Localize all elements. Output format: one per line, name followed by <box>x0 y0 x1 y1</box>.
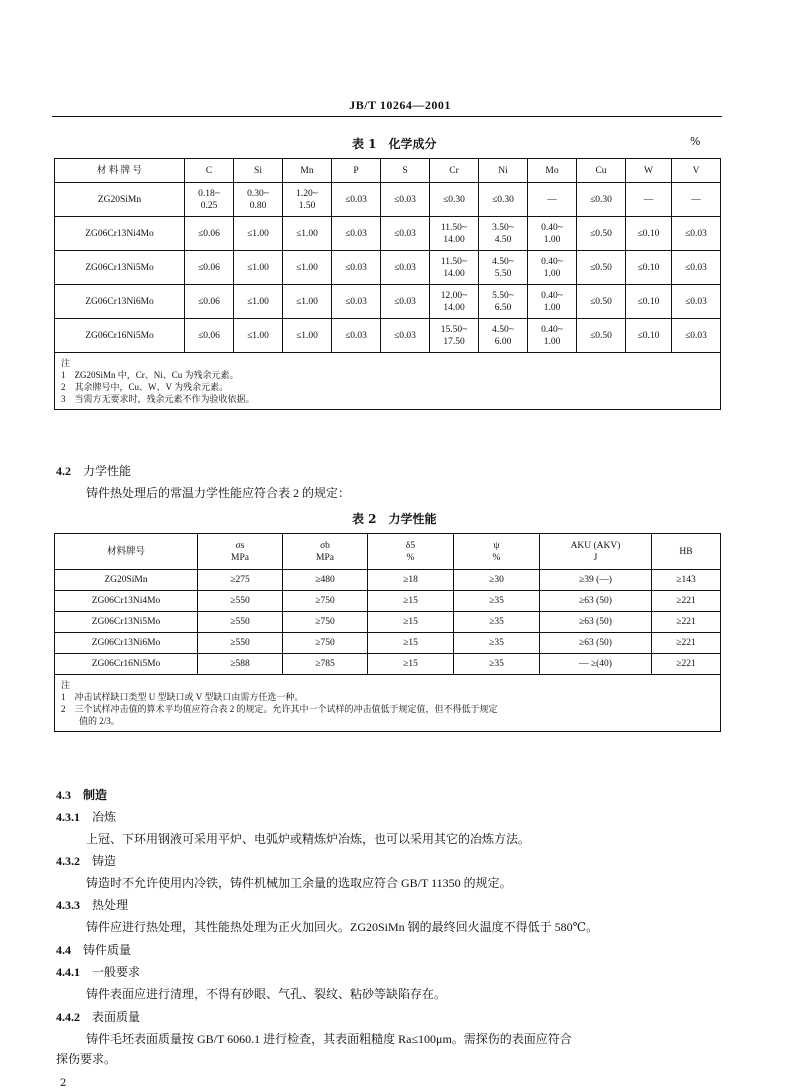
table1-cell: 0.40~ 1.00 <box>528 251 577 285</box>
table1-cell: 0.40~ 1.00 <box>528 319 577 353</box>
table1-header-cell: W <box>626 159 672 183</box>
table1-header-cell: Si <box>234 159 283 183</box>
table1-note-line: 注 <box>61 358 71 368</box>
table1-header-cell: V <box>672 159 721 183</box>
header-rule <box>52 116 722 117</box>
table1-cell: ≤0.50 <box>577 285 626 319</box>
table2-cell: ≥63 (50) <box>540 633 652 654</box>
table2-cell: ≥221 <box>652 654 721 675</box>
table2-note-line: 2 三个试样冲击值的算术平均值应符合表 2 的规定。允许其中一个试样的冲击值低于规定值，但不得低于规定 <box>61 704 498 714</box>
table1-note-line: 3 当需方无要求时，残余元素不作为验收依据。 <box>61 394 255 404</box>
table1-cell: 1.20~ 1.50 <box>283 183 332 217</box>
section-4-3-1-heading: 4.3.1 冶炼 <box>56 810 117 824</box>
table1-cell: ≤0.03 <box>332 217 381 251</box>
table1-header-cell: 材 料 牌 号 <box>55 159 185 183</box>
section-4-4-2-heading: 4.4.2 表面质量 <box>56 1010 141 1024</box>
section-4-3-heading: 4.3 制造 <box>56 788 108 802</box>
table1-cell: ≤0.03 <box>381 183 430 217</box>
table2-notes <box>55 675 721 732</box>
table2-header-cell: 材料牌号 <box>55 534 198 570</box>
table1-cell: — <box>528 183 577 217</box>
table1-cell: 15.50~ 17.50 <box>430 319 479 353</box>
table2-cell: ≥221 <box>652 633 721 654</box>
table2-cell: ≥221 <box>652 591 721 612</box>
table1-cell: ≤0.03 <box>332 183 381 217</box>
table1-cell: ≤0.10 <box>626 251 672 285</box>
section-4-4-2-body: 铸件毛坯表面质量按 GB/T 6060.1 进行检查，其表面粗糙度 Ra≤100μm。需探伤的表面应符合 <box>86 1032 572 1046</box>
table2-note-line: 1 冲击试样缺口类型 U 型缺口或 V 型缺口由需方任选一种。 <box>61 692 304 702</box>
table2-cell: ≥750 <box>283 633 368 654</box>
table1-cell: ≤0.06 <box>185 217 234 251</box>
table2-cell: ZG06Cr16Ni5Mo <box>55 654 198 675</box>
table2-cell: ≥15 <box>368 591 454 612</box>
table2-cell: ≥63 (50) <box>540 612 652 633</box>
table1-cell: 11.50~ 14.00 <box>430 251 479 285</box>
section-4-2-heading: 4.2 力学性能 <box>56 464 132 478</box>
page-number: 2 <box>60 1078 67 1089</box>
section-4-4-1-heading: 4.4.1 一般要求 <box>56 965 141 979</box>
table2-row <box>55 654 721 675</box>
table1-cell: ZG06Cr13Ni4Mo <box>55 217 185 251</box>
table1-header-cell: Cr <box>430 159 479 183</box>
table2-note-line: 注 <box>61 680 71 690</box>
table1-cell: ≤0.03 <box>672 217 721 251</box>
table1-cell: ZG06Cr13Ni6Mo <box>55 285 185 319</box>
table1-cell: 4.50~ 5.50 <box>479 251 528 285</box>
table2-cell: ≥750 <box>283 612 368 633</box>
table2-cell: ≥35 <box>454 633 540 654</box>
table1-cell: ≤0.03 <box>672 319 721 353</box>
table1-notes <box>55 353 721 410</box>
standard-header: JB/T 10264—2001 <box>349 98 451 112</box>
table2-row <box>55 612 721 633</box>
table1-row <box>55 251 721 285</box>
table1-row <box>55 217 721 251</box>
table1-cell: ≤0.06 <box>185 285 234 319</box>
table1-cell: ≤0.03 <box>672 285 721 319</box>
table1-cell: ≤1.00 <box>234 319 283 353</box>
table2-cell: ≥588 <box>198 654 283 675</box>
table1-cell: ≤0.03 <box>332 285 381 319</box>
table2-cell: ≥480 <box>283 570 368 591</box>
table2-cell: ≥35 <box>454 591 540 612</box>
section-4-2-body: 铸件热处理后的常温力学性能应符合表 2 的规定： <box>86 486 351 500</box>
table1-title: 表 1 化学成分 <box>352 137 437 151</box>
section-4-3-2-heading: 4.3.2 铸造 <box>56 854 117 868</box>
table2-cell: ≥785 <box>283 654 368 675</box>
table1-cell: ≤0.03 <box>381 217 430 251</box>
table1-cell: — <box>626 183 672 217</box>
section-4-4-1-body: 铸件表面应进行清理，不得有砂眼、气孔、裂纹、粘砂等缺陷存在。 <box>86 987 447 1001</box>
table2-header-cell: HB <box>652 534 721 570</box>
table1-cell: ≤1.00 <box>283 285 332 319</box>
table1-cell: ≤1.00 <box>234 251 283 285</box>
table2-cell: ZG06Cr13Ni5Mo <box>55 612 198 633</box>
table1-cell: ≤0.03 <box>672 251 721 285</box>
table2-header-cell: σb MPa <box>283 534 368 570</box>
table2-cell: — ≥(40) <box>540 654 652 675</box>
table2-cell: ≥30 <box>454 570 540 591</box>
table1-header-cell: C <box>185 159 234 183</box>
table2-cell: ≥39 (—) <box>540 570 652 591</box>
table1-cell: ≤0.10 <box>626 285 672 319</box>
table2-row <box>55 591 721 612</box>
table1-note-line: 2 其余牌号中，Cu、W、V 为残余元素。 <box>61 382 229 392</box>
table2-cell: ≥63 (50) <box>540 591 652 612</box>
table2-cell: ≥550 <box>198 591 283 612</box>
table1-cell: ≤0.03 <box>332 251 381 285</box>
table1-cell: ≤0.30 <box>430 183 479 217</box>
table1-cell: ≤1.00 <box>234 285 283 319</box>
table1-cell: ZG20SiMn <box>55 183 185 217</box>
section-4-4-2-body-cont: 探伤要求。 <box>56 1052 117 1066</box>
table1-cell: ≤0.06 <box>185 319 234 353</box>
table1-cell: 12.00~ 14.00 <box>430 285 479 319</box>
table2-header-cell: δ5 % <box>368 534 454 570</box>
table2-row <box>55 633 721 654</box>
table1-cell: ≤0.10 <box>626 217 672 251</box>
table1-header-cell: P <box>332 159 381 183</box>
table2-cell: ≥550 <box>198 612 283 633</box>
table1-note-line: 1 ZG20SiMn 中，Cr、Ni、Cu 为残余元素。 <box>61 370 239 380</box>
table1-header-cell: Mn <box>283 159 332 183</box>
table1-cell: ≤0.50 <box>577 217 626 251</box>
table1-cell: 5.50~ 6.50 <box>479 285 528 319</box>
table1-cell: 0.40~ 1.00 <box>528 285 577 319</box>
mechanical-properties-table <box>54 533 721 732</box>
table1-cell: ≤0.50 <box>577 251 626 285</box>
table2-cell: ≥550 <box>198 633 283 654</box>
table2-cell: ≥750 <box>283 591 368 612</box>
table1-cell: 3.50~ 4.50 <box>479 217 528 251</box>
table2-cell: ≥15 <box>368 633 454 654</box>
table1-row <box>55 319 721 353</box>
table1-cell: ≤0.03 <box>381 251 430 285</box>
table1-row <box>55 285 721 319</box>
table2-title: 表 2 力学性能 <box>352 512 437 526</box>
table1-cell: ≤1.00 <box>283 251 332 285</box>
table1-unit: % <box>690 135 701 148</box>
table2-cell: ZG06Cr13Ni6Mo <box>55 633 198 654</box>
table1-header-cell: S <box>381 159 430 183</box>
table1-cell: ZG06Cr16Ni5Mo <box>55 319 185 353</box>
table2-cell: ≥275 <box>198 570 283 591</box>
section-4-3-3-heading: 4.3.3 热处理 <box>56 898 129 912</box>
table2-cell: ZG06Cr13Ni4Mo <box>55 591 198 612</box>
table2-cell: ≥15 <box>368 612 454 633</box>
table2-cell: ≥143 <box>652 570 721 591</box>
table1-cell: ZG06Cr13Ni5Mo <box>55 251 185 285</box>
table1-cell: 0.30~ 0.80 <box>234 183 283 217</box>
table1-cell: 11.50~ 14.00 <box>430 217 479 251</box>
section-4-3-3-body: 铸件应进行热处理，其性能热处理为正火加回火。ZG20SiMn 钢的最终回火温度不得低于 580℃。 <box>86 920 599 934</box>
table1-row <box>55 183 721 217</box>
table1-cell: 0.18~ 0.25 <box>185 183 234 217</box>
table2-cell: ≥35 <box>454 612 540 633</box>
table1-cell: 4.50~ 6.00 <box>479 319 528 353</box>
table1-cell: ≤0.30 <box>577 183 626 217</box>
table2-row <box>55 570 721 591</box>
table1-cell: — <box>672 183 721 217</box>
table1-header-cell: Ni <box>479 159 528 183</box>
table1-cell: ≤0.03 <box>381 285 430 319</box>
table1-cell: ≤1.00 <box>283 319 332 353</box>
table1-cell: ≤1.00 <box>283 217 332 251</box>
table1-header-cell: Cu <box>577 159 626 183</box>
table1-cell: ≤0.03 <box>381 319 430 353</box>
table1-cell: ≤0.03 <box>332 319 381 353</box>
table1-header-cell: Mo <box>528 159 577 183</box>
table2-note-line: 值的 2/3。 <box>61 716 120 726</box>
table2-cell: ≥18 <box>368 570 454 591</box>
table1-cell: ≤0.50 <box>577 319 626 353</box>
table2-cell: ≥221 <box>652 612 721 633</box>
table2-header-cell: ψ % <box>454 534 540 570</box>
table1-cell: ≤0.10 <box>626 319 672 353</box>
section-4-3-1-body: 上冠、下环用钢液可采用平炉、电弧炉或精炼炉冶炼，也可以采用其它的冶炼方法。 <box>86 832 531 846</box>
table1-cell: 0.40~ 1.00 <box>528 217 577 251</box>
table2-cell: ZG20SiMn <box>55 570 198 591</box>
table2-cell: ≥15 <box>368 654 454 675</box>
table2-header-cell: AKU (AKV) J <box>540 534 652 570</box>
section-4-3-2-body: 铸造时不允许使用内冷铁，铸件机械加工余量的选取应符合 GB/T 11350 的规定。 <box>86 876 512 890</box>
table2-cell: ≥35 <box>454 654 540 675</box>
table1-cell: ≤1.00 <box>234 217 283 251</box>
table2-header-cell: σs MPa <box>198 534 283 570</box>
table1-cell: ≤0.06 <box>185 251 234 285</box>
chemical-composition-table <box>54 158 721 410</box>
section-4-4-heading: 4.4 铸件质量 <box>56 943 132 957</box>
table1-cell: ≤0.30 <box>479 183 528 217</box>
